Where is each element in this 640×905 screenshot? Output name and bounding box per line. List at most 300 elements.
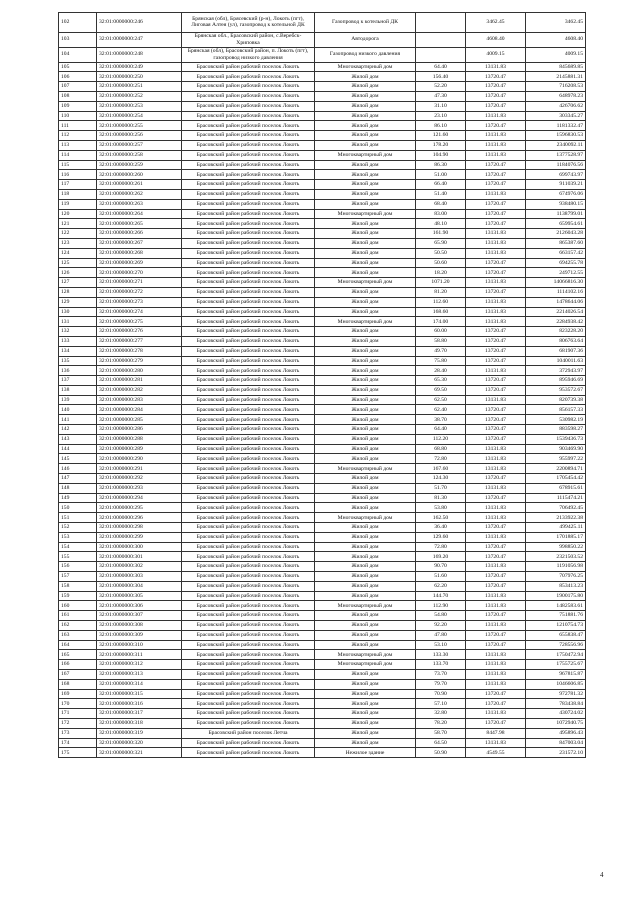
object-type-cell: Жилой дом	[315, 82, 416, 92]
unit-price-cell: 13131.83	[466, 532, 526, 542]
table-row	[59, 689, 586, 699]
cadastral-number-cell: 32:01:0000000:311	[97, 650, 182, 660]
table-row	[59, 366, 586, 376]
object-type-cell: Жилой дом	[315, 336, 416, 346]
area-cell: 58.70	[416, 728, 466, 738]
cadastral-number-cell: 32:01:0000000:296	[97, 513, 182, 523]
row-number-cell: 151	[59, 513, 97, 523]
cadastral-value-cell: 663157.42	[526, 248, 586, 258]
cadastral-value-cell: 430724.02	[526, 709, 586, 719]
unit-price-cell: 13720.47	[466, 689, 526, 699]
location-cell: Брянская (обл), Брясевский (р-н), Локоть (пгт), Лиговая Алтея (ул), газопровод к котельной ДК	[182, 13, 315, 33]
row-number-cell: 138	[59, 385, 97, 395]
row-number-cell: 128	[59, 287, 97, 297]
cadastral-value-cell: 820739.38	[526, 395, 586, 405]
table-row	[59, 170, 586, 180]
unit-price-cell: 4549.55	[466, 748, 526, 758]
unit-price-cell: 13720.47	[466, 356, 526, 366]
object-type-cell: Жилой дом	[315, 542, 416, 552]
unit-price-cell: 8447.98	[466, 728, 526, 738]
area-cell: 133.70	[416, 660, 466, 670]
location-cell: Брасовский район рабочий поселок Локоть	[182, 131, 315, 141]
cadastral-value-cell: 953572.67	[526, 385, 586, 395]
row-number-cell: 168	[59, 679, 97, 689]
unit-price-cell: 13131.83	[466, 621, 526, 631]
row-number-cell: 147	[59, 474, 97, 484]
cadastral-value-cell: 495896.43	[526, 728, 586, 738]
cadastral-number-cell: 32:01:0000000:286	[97, 425, 182, 435]
object-type-cell: Многоквартирный дом	[315, 513, 416, 523]
location-cell: Брасовский район рабочий поселок Локоть	[182, 140, 315, 150]
table-row	[59, 630, 586, 640]
row-number-cell: 165	[59, 650, 97, 660]
area-cell: 156.40	[416, 72, 466, 82]
unit-price-cell: 13720.47	[466, 219, 526, 229]
cadastral-number-cell: 32:01:0000000:259	[97, 160, 182, 170]
area-cell: 31.10	[416, 101, 466, 111]
area-cell: 167.60	[416, 464, 466, 474]
area-cell: 72.80	[416, 542, 466, 552]
cadastral-value-cell: 1705454.42	[526, 474, 586, 484]
object-type-cell: Жилой дом	[315, 376, 416, 386]
area-cell: 62.20	[416, 581, 466, 591]
table-row	[59, 62, 586, 72]
row-number-cell: 149	[59, 493, 97, 503]
location-cell: Брасовский район рабочий поселок Локоть	[182, 748, 315, 758]
cadastral-number-cell: 32:01:0000000:307	[97, 611, 182, 621]
cadastral-value-cell: 972781.32	[526, 689, 586, 699]
area-cell: 79.70	[416, 679, 466, 689]
table-row	[59, 229, 586, 239]
row-number-cell: 133	[59, 336, 97, 346]
location-cell: Брасовский район рабочий поселок Локоть	[182, 738, 315, 748]
area-cell: 73.70	[416, 670, 466, 680]
cadastral-value-cell: 1138799.01	[526, 209, 586, 219]
table-row	[59, 258, 586, 268]
row-number-cell: 123	[59, 238, 97, 248]
cadastral-value-cell: 2340092.11	[526, 140, 586, 150]
row-number-cell: 159	[59, 591, 97, 601]
area-cell: 47.80	[416, 630, 466, 640]
table-row	[59, 709, 586, 719]
object-type-cell: Жилой дом	[315, 493, 416, 503]
location-cell: Брянская (обл), Брасовский район, п. Локоть (пгт), газопровод низкого давления	[182, 47, 315, 62]
area-cell: 64.40	[416, 62, 466, 72]
unit-price-cell: 13720.47	[466, 268, 526, 278]
cadastral-number-cell: 32:01:0000000:257	[97, 140, 182, 150]
unit-price-cell: 13131.83	[466, 679, 526, 689]
unit-price-cell: 13131.83	[466, 395, 526, 405]
table-row	[59, 621, 586, 631]
cadastral-number-cell: 32:01:0000000:254	[97, 111, 182, 121]
row-number-cell: 105	[59, 62, 97, 72]
location-cell: Брасовский район рабочий поселок Локоть	[182, 591, 315, 601]
unit-price-cell: 13720.47	[466, 523, 526, 533]
location-cell: Брасовский район рабочий поселок Локоть	[182, 670, 315, 680]
area-cell: 28.40	[416, 366, 466, 376]
cadastral-value-cell: 530982.19	[526, 415, 586, 425]
unit-price-cell: 13720.47	[466, 493, 526, 503]
cadastral-number-cell: 32:01:0000000:298	[97, 523, 182, 533]
location-cell: Брасовский район рабочий поселок Локоть	[182, 307, 315, 317]
table-row	[59, 238, 586, 248]
area-cell: 104.90	[416, 150, 466, 160]
cadastral-number-cell: 32:01:0000000:247	[97, 32, 182, 47]
location-cell: Брасовский район рабочий поселок Локоть	[182, 405, 315, 415]
cadastral-number-cell: 32:01:0000000:312	[97, 660, 182, 670]
table-row	[59, 121, 586, 131]
location-cell: Брасовский район рабочий поселок Локоть	[182, 150, 315, 160]
object-type-cell: Жилой дом	[315, 366, 416, 376]
location-cell: Брасовский район рабочий поселок Локоть	[182, 376, 315, 386]
table-row	[59, 131, 586, 141]
row-number-cell: 136	[59, 366, 97, 376]
unit-price-cell: 13131.83	[466, 366, 526, 376]
object-type-cell: Жилой дом	[315, 611, 416, 621]
cadastral-number-cell: 32:01:0000000:291	[97, 464, 182, 474]
area-cell: 168.60	[416, 307, 466, 317]
cadastral-value-cell: 1377528.97	[526, 150, 586, 160]
location-cell: Брасовский район рабочий поселок Локоть	[182, 82, 315, 92]
cadastral-value-cell: 806763.64	[526, 336, 586, 346]
area-cell: 51.00	[416, 170, 466, 180]
cadastral-number-cell: 32:01:0000000:265	[97, 219, 182, 229]
row-number-cell: 144	[59, 444, 97, 454]
location-cell: Брасовский район рабочий поселок Локоть	[182, 199, 315, 209]
area-cell: 47.30	[416, 91, 466, 101]
cadastral-value-cell: 865387.60	[526, 238, 586, 248]
area-cell: 69.50	[416, 385, 466, 395]
cadastral-number-cell: 32:01:0000000:318	[97, 718, 182, 728]
cadastral-value-cell: 903469.90	[526, 444, 586, 454]
area-cell: 1071.20	[416, 278, 466, 288]
cadastral-number-cell: 32:01:0000000:308	[97, 621, 182, 631]
cadastral-number-cell: 32:01:0000000:266	[97, 229, 182, 239]
cadastral-number-cell: 32:01:0000000:276	[97, 327, 182, 337]
location-cell: Брасовский район рабочий поселок Локоть	[182, 189, 315, 199]
area-cell: 92.20	[416, 621, 466, 631]
row-number-cell: 127	[59, 278, 97, 288]
row-number-cell: 140	[59, 405, 97, 415]
table-row	[59, 415, 586, 425]
area-cell: 124.30	[416, 474, 466, 484]
cadastral-number-cell: 32:01:0000000:304	[97, 581, 182, 591]
unit-price-cell: 13720.47	[466, 180, 526, 190]
unit-price-cell: 13720.47	[466, 121, 526, 131]
object-type-cell: Жилой дом	[315, 454, 416, 464]
cadastral-value-cell: 499425.11	[526, 523, 586, 533]
area-cell: 81.30	[416, 493, 466, 503]
area-cell: 50.90	[416, 748, 466, 758]
row-number-cell: 115	[59, 160, 97, 170]
object-type-cell: Жилой дом	[315, 91, 416, 101]
area-cell: 51.60	[416, 572, 466, 582]
unit-price-cell: 13131.83	[466, 601, 526, 611]
cadastral-number-cell: 32:01:0000000:293	[97, 483, 182, 493]
table-row	[59, 336, 586, 346]
unit-price-cell: 13131.83	[466, 591, 526, 601]
unit-price-cell: 13720.47	[466, 376, 526, 386]
unit-price-cell: 13720.47	[466, 101, 526, 111]
cadastral-value-cell: 1114102.16	[526, 287, 586, 297]
object-type-cell: Жилой дом	[315, 581, 416, 591]
table-row	[59, 32, 586, 47]
cadastral-number-cell: 32:01:0000000:282	[97, 385, 182, 395]
object-type-cell: Жилой дом	[315, 238, 416, 248]
row-number-cell: 108	[59, 91, 97, 101]
object-type-cell: Жилой дом	[315, 258, 416, 268]
cadastral-value-cell: 911039.21	[526, 180, 586, 190]
location-cell: Брасовский район рабочий поселок Локоть	[182, 640, 315, 650]
row-number-cell: 155	[59, 552, 97, 562]
row-number-cell: 126	[59, 268, 97, 278]
cadastral-number-cell: 32:01:0000000:305	[97, 591, 182, 601]
unit-price-cell: 13720.47	[466, 572, 526, 582]
cadastral-value-cell: 728556.96	[526, 640, 586, 650]
row-number-cell: 129	[59, 297, 97, 307]
object-type-cell: Жилой дом	[315, 170, 416, 180]
area-cell: 112.90	[416, 601, 466, 611]
table-row	[59, 718, 586, 728]
object-type-cell: Жилой дом	[315, 591, 416, 601]
table-row	[59, 650, 586, 660]
register-table-sheet	[58, 12, 586, 758]
row-number-cell: 118	[59, 189, 97, 199]
cadastral-value-cell: 14066816.30	[526, 278, 586, 288]
object-type-cell: Жилой дом	[315, 180, 416, 190]
table-row	[59, 346, 586, 356]
row-number-cell: 167	[59, 670, 97, 680]
location-cell: Брасовский район рабочий поселок Локоть	[182, 572, 315, 582]
row-number-cell: 109	[59, 101, 97, 111]
table-row	[59, 738, 586, 748]
object-type-cell: Жилой дом	[315, 552, 416, 562]
location-cell: Брасовский район рабочий поселок Локоть	[182, 483, 315, 493]
location-cell: Брасовский район рабочий поселок Локоть	[182, 91, 315, 101]
cadastral-number-cell: 32:01:0000000:292	[97, 474, 182, 484]
cadastral-value-cell: 303345.27	[526, 111, 586, 121]
location-cell: Брасовский район поселок Летча	[182, 728, 315, 738]
object-type-cell: Жилой дом	[315, 670, 416, 680]
table-row	[59, 111, 586, 121]
unit-price-cell: 13131.83	[466, 562, 526, 572]
object-type-cell: Жилой дом	[315, 287, 416, 297]
cadastral-value-cell: 853413.23	[526, 581, 586, 591]
cadastral-value-cell: 1184076.56	[526, 160, 586, 170]
unit-price-cell: 13720.47	[466, 415, 526, 425]
cadastral-value-cell: 2200894.71	[526, 464, 586, 474]
unit-price-cell: 13131.83	[466, 150, 526, 160]
row-number-cell: 104	[59, 47, 97, 62]
cadastral-value-cell: 249712.55	[526, 268, 586, 278]
object-type-cell: Жилой дом	[315, 405, 416, 415]
table-row	[59, 150, 586, 160]
location-cell: Брасовский район рабочий поселок Локоть	[182, 601, 315, 611]
row-number-cell: 143	[59, 434, 97, 444]
object-type-cell: Многоквартирный дом	[315, 62, 416, 72]
area-cell: 62.40	[416, 405, 466, 415]
cadastral-value-cell: 2284938.42	[526, 317, 586, 327]
area-cell: 72.80	[416, 454, 466, 464]
area-cell: 51.70	[416, 483, 466, 493]
unit-price-cell: 13131.83	[466, 650, 526, 660]
unit-price-cell: 13720.47	[466, 718, 526, 728]
object-type-cell: Жилой дом	[315, 630, 416, 640]
location-cell: Брасовский район рабочий поселок Локоть	[182, 327, 315, 337]
object-type-cell: Жилой дом	[315, 140, 416, 150]
table-row	[59, 581, 586, 591]
cadastral-value-cell: 2214026.54	[526, 307, 586, 317]
object-type-cell: Жилой дом	[315, 689, 416, 699]
area-cell: 62.50	[416, 395, 466, 405]
cadastral-number-cell: 32:01:0000000:275	[97, 317, 182, 327]
table-row	[59, 552, 586, 562]
cadastral-value-cell: 659954.61	[526, 219, 586, 229]
unit-price-cell: 13720.47	[466, 474, 526, 484]
table-row	[59, 444, 586, 454]
location-cell: Брасовский район рабочий поселок Локоть	[182, 297, 315, 307]
table-row	[59, 699, 586, 709]
object-type-cell: Многоквартирный дом	[315, 150, 416, 160]
table-row	[59, 493, 586, 503]
location-cell: Брасовский район рабочий поселок Локоть	[182, 346, 315, 356]
location-cell: Брасовский район рабочий поселок Локоть	[182, 385, 315, 395]
location-cell: Брасовский район рабочий поселок Локоть	[182, 513, 315, 523]
cadastral-number-cell: 32:01:0000000:315	[97, 689, 182, 699]
unit-price-cell: 13720.47	[466, 542, 526, 552]
cadastral-value-cell: 674976.06	[526, 189, 586, 199]
area-cell: 81.20	[416, 287, 466, 297]
unit-price-cell: 13131.83	[466, 317, 526, 327]
unit-price-cell: 13720.47	[466, 209, 526, 219]
cadastral-number-cell: 32:01:0000000:303	[97, 572, 182, 582]
area-cell: 129.60	[416, 532, 466, 542]
cadastral-number-cell: 32:01:0000000:272	[97, 287, 182, 297]
location-cell: Брасовский район рабочий поселок Локоть	[182, 336, 315, 346]
cadastral-number-cell: 32:01:0000000:300	[97, 542, 182, 552]
unit-price-cell: 13720.47	[466, 552, 526, 562]
row-number-cell: 171	[59, 709, 97, 719]
object-type-cell: Жилой дом	[315, 483, 416, 493]
cadastral-number-cell: 32:01:0000000:309	[97, 630, 182, 640]
object-type-cell: Многоквартирный дом	[315, 209, 416, 219]
location-cell: Брасовский район рабочий поселок Локоть	[182, 542, 315, 552]
unit-price-cell: 4608.40	[466, 32, 526, 47]
location-cell: Брасовский район рабочий поселок Локоть	[182, 621, 315, 631]
unit-price-cell: 13131.83	[466, 278, 526, 288]
unit-price-cell: 13720.47	[466, 346, 526, 356]
cadastral-number-cell: 32:01:0000000:317	[97, 709, 182, 719]
area-cell: 86.30	[416, 160, 466, 170]
cadastral-value-cell: 2145881.31	[526, 72, 586, 82]
row-number-cell: 139	[59, 395, 97, 405]
row-number-cell: 131	[59, 317, 97, 327]
location-cell: Брасовский район рабочий поселок Локоть	[182, 699, 315, 709]
object-type-cell: Жилой дом	[315, 72, 416, 82]
location-cell: Брасовский район рабочий поселок Локоть	[182, 562, 315, 572]
area-cell: 161.90	[416, 229, 466, 239]
area-cell: 144.70	[416, 591, 466, 601]
cadastral-value-cell: 1210754.73	[526, 621, 586, 631]
location-cell: Брасовский район рабочий поселок Локоть	[182, 258, 315, 268]
object-type-cell: Жилой дом	[315, 523, 416, 533]
area-cell: 36.40	[416, 523, 466, 533]
location-cell: Брасовский район рабочий поселок Локоть	[182, 709, 315, 719]
cadastral-value-cell: 883598.27	[526, 425, 586, 435]
area-cell: 65.30	[416, 376, 466, 386]
table-row	[59, 513, 586, 523]
unit-price-cell: 13131.83	[466, 670, 526, 680]
area-cell: 54.80	[416, 611, 466, 621]
area-cell: 64.40	[416, 425, 466, 435]
location-cell: Брасовский район рабочий поселок Локоть	[182, 660, 315, 670]
table-row	[59, 395, 586, 405]
table-row	[59, 376, 586, 386]
location-cell: Брасовский район рабочий поселок Локоть	[182, 552, 315, 562]
cadastral-value-cell: 1478644.06	[526, 297, 586, 307]
table-row	[59, 670, 586, 680]
unit-price-cell: 13720.47	[466, 405, 526, 415]
location-cell: Брасовский район рабочий поселок Локоть	[182, 356, 315, 366]
location-cell: Брасовский район рабочий поселок Локоть	[182, 503, 315, 513]
location-cell: Брасовский район рабочий поселок Локоть	[182, 718, 315, 728]
object-type-cell: Жилой дом	[315, 640, 416, 650]
unit-price-cell: 13131.83	[466, 229, 526, 239]
cadastral-value-cell: 751881.76	[526, 611, 586, 621]
unit-price-cell: 13131.83	[466, 111, 526, 121]
table-row	[59, 317, 586, 327]
object-type-cell: Жилой дом	[315, 248, 416, 258]
row-number-cell: 107	[59, 82, 97, 92]
unit-price-cell: 13131.83	[466, 483, 526, 493]
table-row	[59, 728, 586, 738]
location-cell: Брасовский район рабочий поселок Локоть	[182, 278, 315, 288]
table-row	[59, 601, 586, 611]
row-number-cell: 130	[59, 307, 97, 317]
row-number-cell: 124	[59, 248, 97, 258]
table-row	[59, 425, 586, 435]
cadastral-value-cell: 655838.47	[526, 630, 586, 640]
unit-price-cell: 13720.47	[466, 385, 526, 395]
row-number-cell: 125	[59, 258, 97, 268]
location-cell: Брасовский район рабочий поселок Локоть	[182, 425, 315, 435]
object-type-cell: Жилой дом	[315, 679, 416, 689]
cadastral-value-cell: 1755725.67	[526, 660, 586, 670]
area-cell: 75.80	[416, 356, 466, 366]
location-cell: Брасовский район рабочий поселок Локоть	[182, 434, 315, 444]
location-cell: Брасовский район рабочий поселок Локоть	[182, 532, 315, 542]
cadastral-value-cell: 1115474.21	[526, 493, 586, 503]
cadastral-number-cell: 32:01:0000000:268	[97, 248, 182, 258]
row-number-cell: 146	[59, 464, 97, 474]
cadastral-value-cell: 1046606.85	[526, 679, 586, 689]
unit-price-cell: 13720.47	[466, 611, 526, 621]
table-row	[59, 13, 586, 33]
object-type-cell: Жилой дом	[315, 356, 416, 366]
cadastral-value-cell: 1701885.17	[526, 532, 586, 542]
cadastral-value-cell: 847003.04	[526, 738, 586, 748]
cadastral-number-cell: 32:01:0000000:246	[97, 13, 182, 33]
location-cell: Брасовский район рабочий поселок Локоть	[182, 689, 315, 699]
object-type-cell: Жилой дом	[315, 268, 416, 278]
cadastral-number-cell: 32:01:0000000:279	[97, 356, 182, 366]
cadastral-number-cell: 32:01:0000000:278	[97, 346, 182, 356]
area-cell: 65.90	[416, 238, 466, 248]
table-row	[59, 591, 586, 601]
area-cell	[416, 32, 466, 47]
cadastral-number-cell: 32:01:0000000:301	[97, 552, 182, 562]
object-type-cell: Многоквартирный дом	[315, 317, 416, 327]
